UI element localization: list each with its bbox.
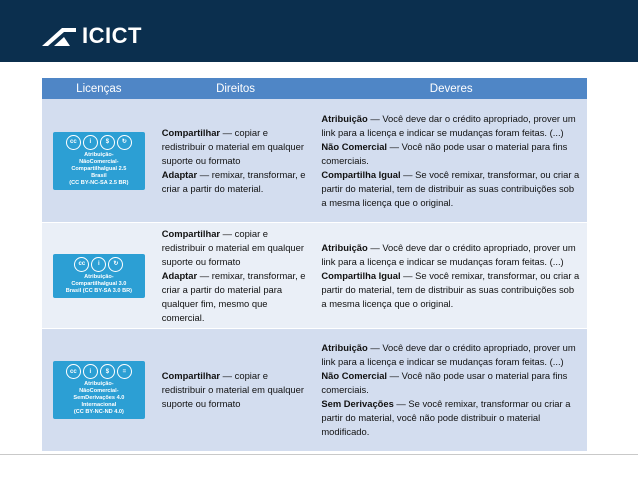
term-label: Adaptar (161, 269, 198, 281)
license-cell (42, 223, 156, 329)
licenses-table (42, 78, 587, 451)
license-cell (42, 99, 156, 223)
term-description: — Se você remixar, transformar ou criar a partir do material, você não pode distribuir o material modificado. (321, 398, 571, 437)
term-label: Adaptar (161, 168, 198, 180)
cc-license-badge[interactable] (53, 254, 145, 298)
duty-item (321, 398, 570, 437)
logo-text: ICICT (82, 23, 142, 48)
term-description: — remixar, transformar, e criar a partir do material para qualquer fim, mesmo que comercial. (161, 269, 306, 323)
cc-cc-icon: cc (74, 257, 89, 272)
cc-nc-icon: $ (100, 135, 115, 150)
rights-cell (156, 329, 316, 452)
term-description: — remixar, transformar, e criar a partir do material. (161, 168, 306, 194)
badge-text-line: Atribuição- (84, 273, 114, 280)
term-description: — copiar e redistribuir o material em qualquer suporte ou formato (161, 227, 304, 267)
rights-cell (156, 99, 316, 223)
badge-text-line: Brasil (91, 172, 107, 179)
license-icons (55, 135, 143, 150)
term-description: — Você não pode usar o material para fins comerciais. (321, 140, 568, 166)
footer-divider (0, 454, 638, 455)
badge-text-line: NãoComercial- (79, 388, 119, 394)
badge-text-line: CompartilhaIgual 2.5 (71, 165, 127, 172)
badge-text-line: CompartilhaIgual 3.0 (71, 280, 127, 287)
duty-item (321, 141, 567, 166)
cc-sa-icon: ↻ (108, 257, 123, 272)
duty-item (321, 370, 567, 395)
right-item (162, 169, 306, 194)
term-label: Compartilhar (161, 227, 221, 239)
badge-text-line: Brasil (CC BY-SA 3.0 BR) (65, 287, 133, 294)
right-item (162, 228, 304, 267)
duties-cell (315, 223, 587, 329)
badge-text-line: SemDerivações 4.0 (73, 395, 125, 401)
cc-cc-icon: cc (66, 135, 81, 150)
rights-cell (156, 223, 316, 329)
term-label: Atribuição (321, 342, 368, 353)
header-licencas: Licenças (42, 78, 156, 99)
cc-nc-icon: $ (100, 364, 115, 379)
badge-text-line: (CC BY-NC-SA 2.5 BR) (69, 179, 129, 186)
table-row (42, 329, 587, 452)
roof-logo-icon (40, 24, 78, 48)
term-label: Não Comercial (321, 370, 388, 381)
term-description: — Você deve dar o crédito apropriado, prover um link para a licença e indicar se mudanças foram feitas. (...) (321, 241, 576, 267)
badge-text-line: Atribuição- (84, 381, 114, 387)
term-description: — Você deve dar o crédito apropriado, prover um link para a licença e indicar se mudanças foram feitas. (...) (321, 112, 576, 138)
term-label: Compartilhar (161, 126, 221, 138)
right-item (162, 127, 304, 166)
license-icons (55, 257, 143, 272)
header-deveres: Deveres (315, 78, 587, 99)
cc-sa-icon: ↻ (117, 135, 132, 150)
icict-logo (40, 22, 142, 50)
term-description: — Você não pode usar o material para fins comerciais. (321, 370, 568, 395)
duties-cell (315, 329, 587, 452)
duty-item (321, 113, 575, 138)
cc-by-icon: i (91, 257, 106, 272)
term-label: Sem Derivações (321, 398, 394, 409)
term-label: Compartilha Igual (321, 269, 401, 281)
right-item (162, 370, 304, 409)
duty-item (321, 169, 579, 208)
cc-license-badge[interactable] (53, 361, 145, 419)
cc-license-badge[interactable] (53, 132, 145, 190)
term-description: — copiar e redistribuir o material em qualquer suporte ou formato (161, 370, 304, 409)
term-description: — Se você remixar, transformar, ou criar a partir do material, tem de distribuir as suas contribuições sob a mesma licença que o original. (321, 269, 580, 309)
cc-by-icon: i (83, 364, 98, 379)
duty-item (321, 342, 575, 367)
duties-cell (315, 99, 587, 223)
badge-text-line: Atribuição- (84, 151, 114, 158)
license-icons (55, 364, 143, 379)
cc-nd-icon: = (117, 364, 132, 379)
term-label: Compartilhar (161, 370, 221, 381)
term-label: Atribuição (321, 112, 368, 124)
term-label: Atribuição (321, 241, 368, 253)
duty-item (321, 270, 579, 309)
badge-text-line: NãoComercial- (79, 158, 119, 165)
cc-by-icon: i (83, 135, 98, 150)
header-bar (0, 0, 638, 62)
table-row (42, 223, 587, 329)
term-description: — copiar e redistribuir o material em qualquer suporte ou formato (161, 126, 304, 166)
table-row (42, 99, 587, 223)
badge-text-line: Internacional (81, 402, 117, 408)
term-label: Não Comercial (321, 140, 388, 152)
term-description: — Se você remixar, transformar, ou criar a partir do material, tem de distribuir as suas contribuições sob a mesma licença que o original. (321, 168, 580, 208)
duty-item (321, 242, 575, 267)
table-header-row (42, 78, 587, 99)
header-direitos: Direitos (156, 78, 316, 99)
right-item (162, 270, 306, 323)
license-cell (42, 329, 156, 452)
cc-cc-icon: cc (66, 364, 81, 379)
term-label: Compartilha Igual (321, 168, 401, 180)
term-description: — Você deve dar o crédito apropriado, prover um link para a licença e indicar se mudanças foram feitas. (...) (321, 342, 576, 367)
badge-text-line: (CC BY-NC-ND 4.0) (73, 409, 124, 415)
